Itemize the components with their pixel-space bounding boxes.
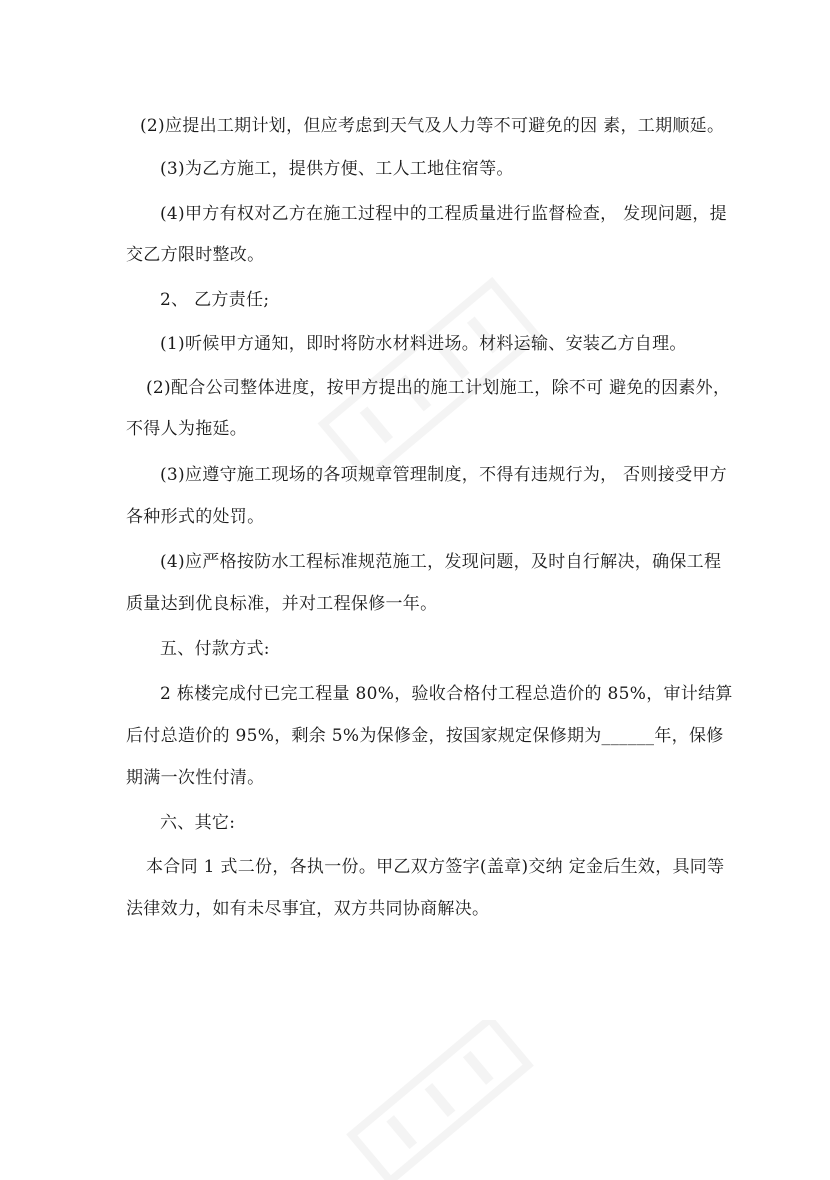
payment-line-3: 期满一次性付清。 <box>126 768 265 788</box>
clause-b-2-line-1: (2)配合公司整体进度，按甲方提出的施工计划施工，除不可 避免的因素外， <box>146 378 731 398</box>
clause-a-2-line-1: (2)应提出工期计划，但应考虑到天气及人力等不可避免的因 素，工期顺延。 <box>140 116 725 136</box>
clause-b-3-line-1: (3)应遵守施工现场的各项规章管理制度，不得有违规行为， 否则接受甲方 <box>160 465 727 485</box>
clause-b-4-line-1: (4)应严格按防水工程标准规范施工，发现问题，及时自行解决，确保工程 <box>160 552 722 572</box>
clause-b-2-line-2: 不得人为拖延。 <box>126 419 248 439</box>
other-line-1: 本合同 1 式二份，各执一份。甲乙双方签字(盖章)交纳 定金后生效，具同等 <box>146 857 725 877</box>
section-5-heading: 五、付款方式: <box>160 639 270 659</box>
watermark-mark-bottom <box>330 1020 550 1180</box>
clause-a-4-line-2: 交乙方限时整改。 <box>126 245 265 265</box>
clause-b-4-line-2: 质量达到优良标准，并对工程保修一年。 <box>126 594 438 614</box>
clause-a-4-line-1: (4)甲方有权对乙方在施工过程中的工程质量进行监督检查， 发现问题，提 <box>160 204 727 224</box>
clause-a-3-line-1: (3)为乙方施工，提供方便、工人工地住宿等。 <box>160 159 514 179</box>
payment-line-1: 2 栋楼完成付已完工程量 80%，验收合格付工程总造价的 85%，审计结算 <box>160 684 733 704</box>
section-6-heading: 六、其它: <box>160 813 236 833</box>
other-line-2: 法律效力，如有未尽事宜，双方共同协商解决。 <box>126 899 490 919</box>
payment-line-2: 后付总造价的 95%，剩余 5%为保修金，按国家规定保修期为______年，保修 <box>126 726 724 746</box>
clause-b-3-line-2: 各种形式的处罚。 <box>126 507 265 527</box>
clause-b-1-line-1: (1)听候甲方通知，即时将防水材料进场。材料运输、安装乙方自理。 <box>160 334 687 354</box>
section-b-heading: 2、 乙方责任; <box>160 290 270 310</box>
